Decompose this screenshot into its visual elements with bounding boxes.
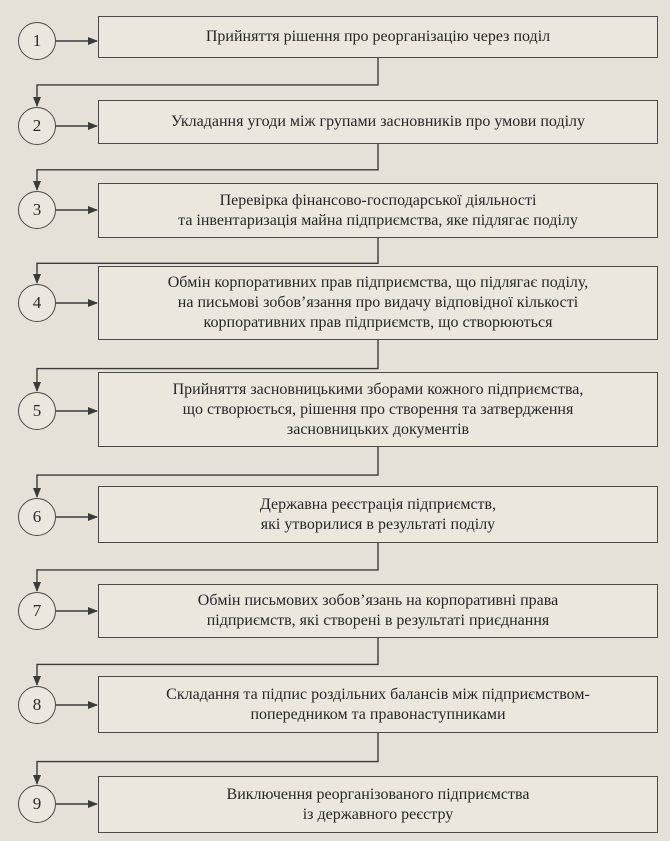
step-box-7 xyxy=(98,584,658,638)
step-text-4: Обмін корпоративних прав підприємства, що підлягає поділу, на письмові зобов’язання про видачу відповідної кількості корпоративних прав підприємств, що створюються xyxy=(167,274,589,331)
step-number-2: 2 xyxy=(18,107,56,145)
step-text-3: Перевірка фінансово-господарської діяльності та інвентаризація майна підприємства, яке підлягає поділу xyxy=(178,191,578,229)
step-box-9 xyxy=(98,776,658,833)
arrow-box-1-to-step-2 xyxy=(37,58,378,106)
step-box-3 xyxy=(98,183,658,238)
step-text-7: Обмін письмових зобов’язань на корпоративні права підприємств, які створені в результаті приєднання xyxy=(197,592,559,629)
step-number-6: 6 xyxy=(18,498,56,536)
step-text-5: Прийняття засновницькими зборами кожного підприємства, що створюється, рішення про створення та затвердження засновницьких документів xyxy=(172,380,584,438)
step-number-9: 9 xyxy=(18,785,56,823)
step-text-2: Укладання угоди між групами засновників про умови поділу xyxy=(170,113,586,130)
step-box-1 xyxy=(98,16,658,58)
step-number-4: 4 xyxy=(18,284,56,322)
step-number-5: 5 xyxy=(18,392,56,430)
step-number-1: 1 xyxy=(18,22,56,60)
step-box-2 xyxy=(98,100,658,144)
step-number-3: 3 xyxy=(18,191,56,229)
step-text-6: Державна реєстрація підприємств, які утворилися в результаті поділу xyxy=(259,495,497,533)
step-text-8: Складання та підпис роздільних балансів між підприємством- попередником та правонаступниками xyxy=(166,685,590,723)
step-box-4 xyxy=(98,266,658,340)
step-text-9: Виключення реорганізованого підприємства із державного реєстру xyxy=(226,785,530,823)
step-box-8 xyxy=(98,676,658,733)
step-box-6 xyxy=(98,486,658,543)
step-box-5 xyxy=(98,372,658,447)
step-number-8: 8 xyxy=(18,686,56,724)
step-number-7: 7 xyxy=(18,592,56,630)
step-text-1: Прийняття рішення про реорганізацію через поділ xyxy=(205,28,551,45)
